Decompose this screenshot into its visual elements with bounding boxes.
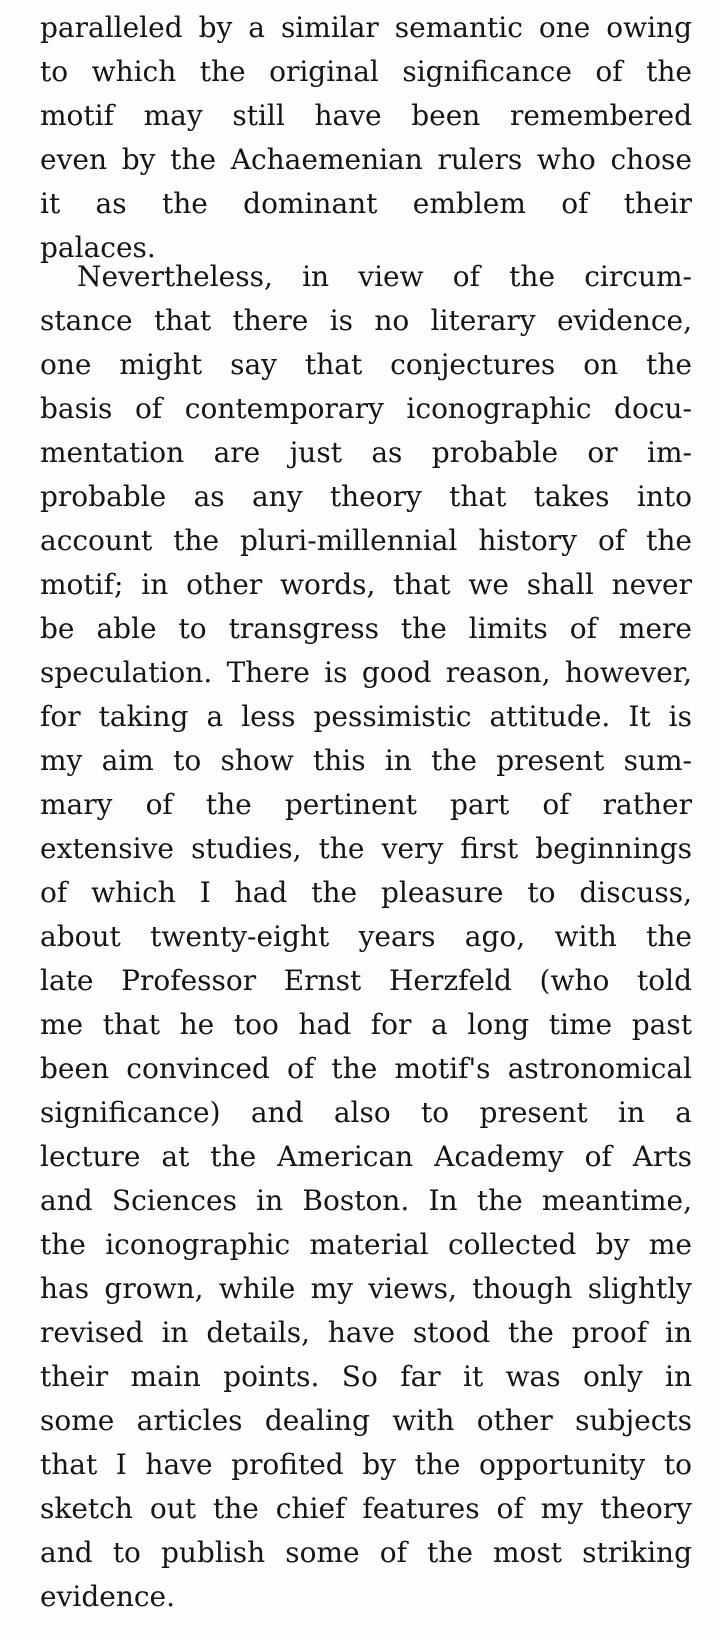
text-line: and Sciences in Boston. In the meantime, bbox=[40, 1184, 692, 1217]
text-line: late Professor Ernst Herzfeld (who told bbox=[40, 964, 692, 997]
text-line: sketch out the chief features of my theory bbox=[40, 1492, 692, 1525]
text-line: my aim to show this in the present sum- bbox=[40, 744, 692, 777]
paragraph-main bbox=[40, 255, 692, 1619]
text-line: one might say that conjectures on the bbox=[40, 348, 692, 381]
text-line: Nevertheless, in view of the circum- bbox=[77, 260, 692, 293]
text-line: and to publish some of the most striking bbox=[40, 1536, 692, 1569]
text-line: palaces. bbox=[40, 231, 156, 264]
text-line: stance that there is no literary evidence, bbox=[40, 304, 692, 337]
text-line: it as the dominant emblem of their bbox=[40, 187, 692, 220]
text-line: paralleled by a similar semantic one owing bbox=[40, 11, 692, 44]
text-line: mentation are just as probable or im- bbox=[40, 436, 692, 469]
text-line: basis of contemporary iconographic docu- bbox=[40, 392, 692, 425]
text-line: evidence. bbox=[40, 1580, 176, 1613]
text-line: me that he too had for a long time past bbox=[40, 1008, 692, 1041]
text-line: probable as any theory that takes into bbox=[40, 480, 692, 513]
text-line: that I have profited by the opportunity to bbox=[40, 1448, 692, 1481]
text-line: for taking a less pessimistic attitude. It is bbox=[40, 700, 692, 733]
text-line: be able to transgress the limits of mere bbox=[40, 612, 692, 645]
text-line: some articles dealing with other subjects bbox=[40, 1404, 692, 1437]
text-line: of which I had the pleasure to discuss, bbox=[40, 876, 692, 909]
text-line: mary of the pertinent part of rather bbox=[40, 788, 692, 821]
text-line: speculation. There is good reason, however, bbox=[40, 656, 692, 689]
text-line: the iconographic material collected by me bbox=[40, 1228, 692, 1261]
text-line: has grown, while my views, though slightly bbox=[40, 1272, 692, 1305]
text-line: lecture at the American Academy of Arts bbox=[40, 1140, 692, 1173]
text-line: significance) and also to present in a bbox=[40, 1096, 692, 1129]
text-line: been convinced of the motif's astronomical bbox=[40, 1052, 692, 1085]
text-line: account the pluri-millennial history of the bbox=[40, 524, 692, 557]
text-line: to which the original significance of the bbox=[40, 55, 692, 88]
paragraph-continued bbox=[40, 6, 692, 270]
text-line: motif; in other words, that we shall never bbox=[40, 568, 692, 601]
text-line: extensive studies, the very first beginnings bbox=[40, 832, 692, 865]
text-line: motif may still have been remembered bbox=[40, 99, 692, 132]
text-line: about twenty-eight years ago, with the bbox=[40, 920, 692, 953]
text-line: their main points. So far it was only in bbox=[40, 1360, 692, 1393]
text-line: revised in details, have stood the proof in bbox=[40, 1316, 692, 1349]
text-line: even by the Achaemenian rulers who chose bbox=[40, 143, 692, 176]
